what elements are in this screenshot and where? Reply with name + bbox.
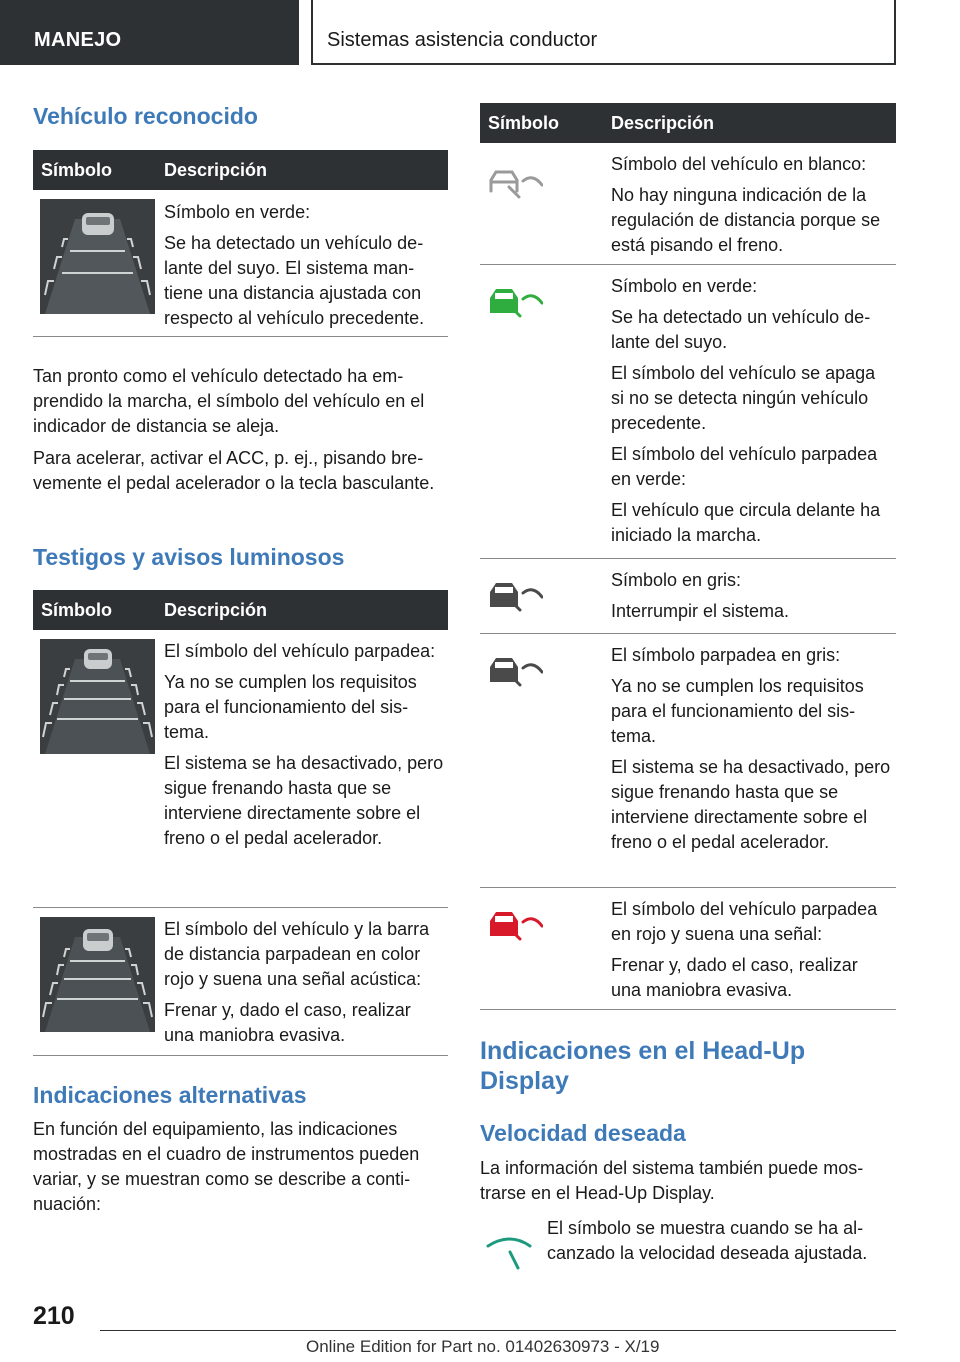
header-simbolo: Símbolo [41,160,112,180]
desc-line: Símbolo en gris: [611,570,742,590]
chapter-tab [311,0,896,65]
heading-head-up-display: Indicaciones en el Head-Up Display [480,1037,806,1095]
desc-line: Símbolo del vehículo en blanco: [611,154,867,174]
desc-line: No hay ninguna indicación de la regulación de distancia porque se está pisando el freno. [611,185,881,255]
desc-line: Ya no se cumplen los requisitos para el funcionamiento del sistema. [611,676,864,746]
paragraph-line: Tan pronto como el vehículo detectado ha emprendido la marcha, el símbolo del vehículo en el indicador de distancia se aleja. [33,366,425,436]
table-row [33,190,448,337]
row-description [164,200,444,337]
desc-line: Se ha detectado un vehículo delante del suyo. [611,307,871,352]
edition-note: Online Edition for Part no. 01402630973 - X/19 [306,1337,660,1356]
acc-car-gray-icon [487,579,543,618]
table-row [480,888,896,1010]
desc-line: Se ha detectado un vehículo delante del suyo. El sistema mantiene una distancia ajustada con respecto al vehículo precedente. [164,233,425,328]
heading-indicaciones-alternativas: Indicaciones alternativas [33,1082,307,1108]
desc-line: El sistema se ha desactivado, pero sigue frenando hasta que se interviene directamente sobre el freno o el pedal acelerador. [164,753,444,848]
desc-line: El vehículo que circula delante ha iniciado la marcha. [611,500,881,545]
desc-line: Interrumpir el sistema. [611,601,790,621]
car-distance-display-icon [40,199,155,319]
desc-line: Ya no se cumplen los requisitos para el funcionamiento del sistema. [164,672,417,742]
header-descripcion: Descripción [164,600,268,620]
desc-line: El símbolo del vehículo parpadea: [164,641,436,661]
table-row [480,143,896,265]
table-row [480,559,896,634]
desc-line: El símbolo parpadea en gris: [611,645,841,665]
row-description [611,643,892,861]
table-row [33,630,448,908]
table-header [33,150,448,190]
desc-line: El símbolo del vehículo se apaga si no se detecta ningún vehículo precedente. [611,363,876,433]
row-description [164,917,444,1054]
acc-car-gray-flashing-icon [487,654,543,693]
paragraph-line: La información del sistema también puede mostrarse en el Head-Up Display. [480,1158,864,1203]
desc-line: Frenar y, dado el caso, realizar una maniobra evasiva. [164,1000,411,1045]
speed-reached-icon [484,1228,542,1277]
desc-line: El símbolo del vehículo parpadea en rojo y suena una señal: [611,899,878,944]
table-vehiculo [33,150,448,337]
row-description [611,897,892,1009]
heading-velocidad-deseada: Velocidad deseada [480,1120,686,1146]
row-description [611,274,892,554]
acc-car-red-icon [487,908,543,947]
desc-line: Frenar y, dado el caso, realizar una maniobra evasiva. [611,955,858,1000]
row-description [611,152,892,264]
speed-note [547,1216,887,1273]
row-description [611,568,892,630]
table-header [33,590,448,630]
paragraph-line: En función del equipamiento, las indicaciones mostradas en el cuadro de instrumentos pueden variar, y se muestran como se describe a continuación: [33,1119,420,1214]
desc-line: El sistema se ha desactivado, pero sigue frenando hasta que se interviene directamente sobre el freno o el pedal acelerador. [611,757,891,852]
header-simbolo: Símbolo [41,600,112,620]
desc-line: El símbolo del vehículo parpadea en verde: [611,444,878,489]
paragraph-intro [33,364,448,503]
table-row [480,634,896,888]
chapter-title: Sistemas asistencia conductor [327,29,598,51]
car-distance-display-red-icon [40,917,155,1037]
footer-divider [100,1330,896,1331]
acc-car-white-icon [487,167,543,204]
section-tab [0,0,299,65]
heading-vehiculo-reconocido: Vehículo reconocido [33,103,258,129]
table-header [480,103,896,143]
car-distance-display-flashing-icon [40,639,155,759]
desc-line: Símbolo en verde: [611,276,758,296]
acc-car-green-icon [487,285,543,324]
table-simbolos [480,103,896,1010]
desc-line: El símbolo del vehículo y la barra de distancia parpadean en color rojo y suena una señal acústica: [164,919,430,989]
table-testigos [33,590,448,1056]
paragraph-velocidad [480,1156,896,1213]
header-simbolo: Símbolo [488,113,559,133]
desc-line: Símbolo en verde: [164,202,311,222]
header-descripcion: Descripción [164,160,268,180]
table-row [33,908,448,1056]
row-description [164,639,444,857]
paragraph-line: Para acelerar, activar el ACC, p. ej., pisando brevemente el pedal acelerador o la tecla basculante. [33,448,435,493]
page-number: 210 [33,1302,75,1330]
table-row [480,265,896,559]
heading-testigos: Testigos y avisos luminosos [33,544,345,570]
header-descripcion: Descripción [611,113,715,133]
paragraph-line: El símbolo se muestra cuando se ha alcanzado la velocidad deseada ajustada. [547,1218,868,1263]
paragraph-alternativas [33,1117,448,1224]
section-title: MANEJO [34,29,122,51]
